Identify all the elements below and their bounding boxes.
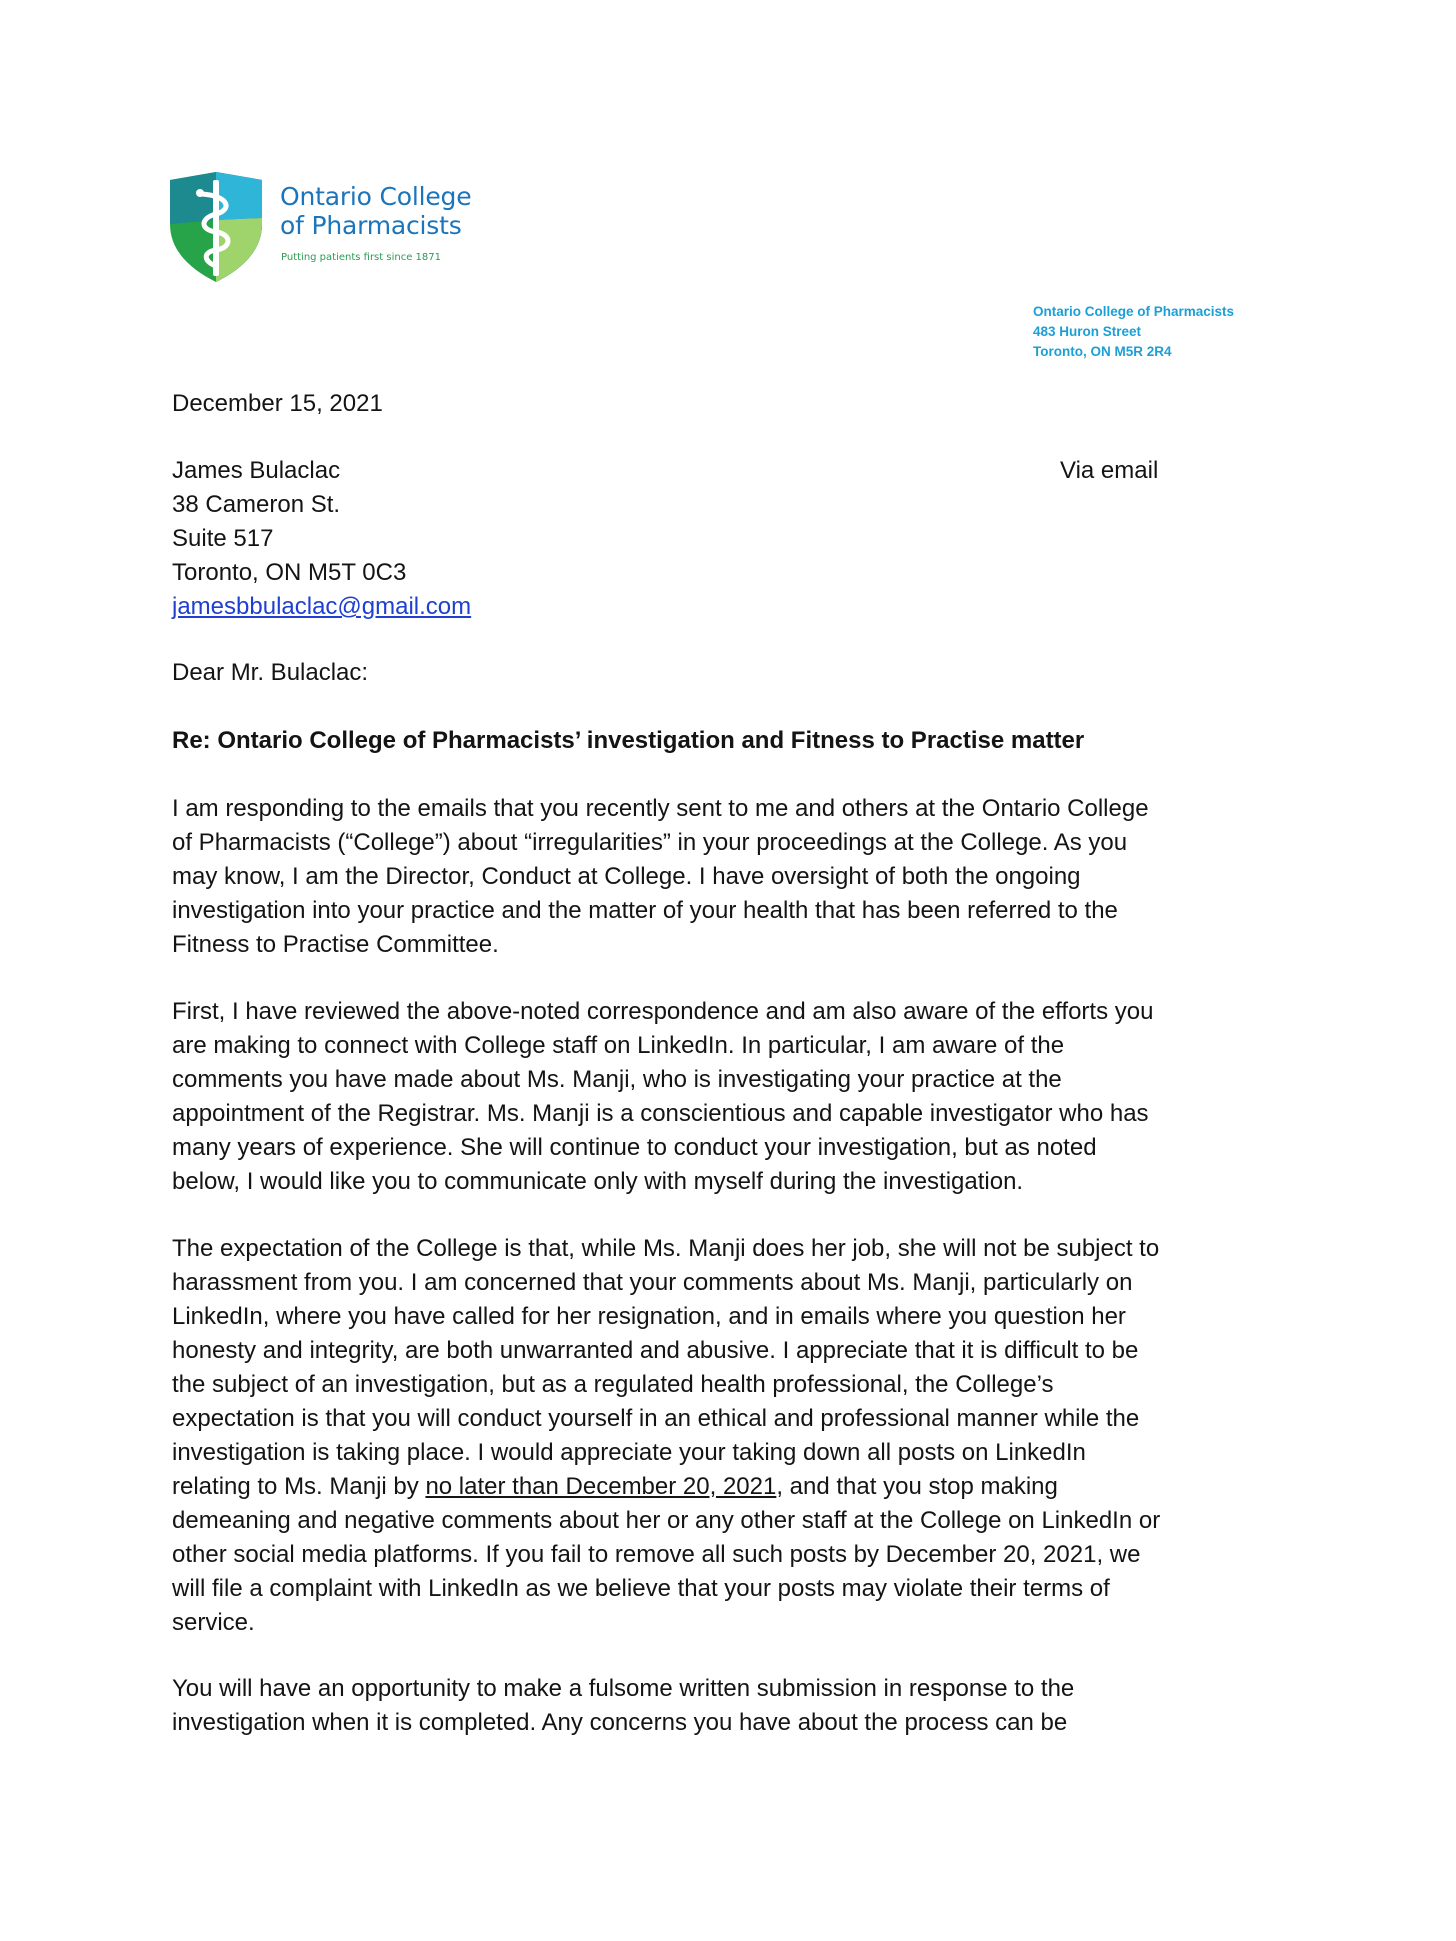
delivery-method: Via email [1060, 457, 1159, 484]
body-line: harassment from you. I am concerned that your comments about Ms. Manji, particularly on [172, 1269, 1133, 1296]
body-paragraph-1 [172, 792, 1149, 962]
recipient-name: James Bulaclac [172, 457, 341, 484]
body-paragraph-2 [172, 995, 1153, 1199]
body-line: comments you have made about Ms. Manji, who is investigating your practice at the [172, 1066, 1062, 1093]
body-line: Fitness to Practise Committee. [172, 931, 499, 958]
recipient-street: 38 Cameron St. [172, 491, 341, 518]
body-line: other social media platforms. If you fail to remove all such posts by December 20, 2021, we [172, 1541, 1141, 1568]
body-line: service. [172, 1609, 255, 1636]
body-line: expectation is that you will conduct yourself in an ethical and professional manner while the [172, 1405, 1140, 1432]
body-paragraph-4 [172, 1672, 1074, 1740]
logo-tagline: Putting patients first since 1871 [281, 252, 441, 263]
body-line: of Pharmacists (“College”) about “irregularities” in your proceedings at the College. As you [172, 829, 1128, 856]
body-line: many years of experience. She will continue to conduct your investigation, but as noted [172, 1134, 1097, 1161]
return-address-line: Ontario College of Pharmacists [1033, 304, 1235, 319]
logo-line1: Ontario College [280, 182, 472, 211]
body-line: investigation is taking place. I would appreciate your taking down all posts on LinkedIn [172, 1439, 1086, 1466]
letter-date: December 15, 2021 [172, 390, 383, 417]
recipient-city: Toronto, ON M5T 0C3 [172, 559, 407, 586]
logo-line2: of Pharmacists [280, 211, 462, 240]
body-line: are making to connect with College staff on LinkedIn. In particular, I am aware of the [172, 1032, 1065, 1059]
recipient-address [172, 454, 471, 624]
recipient-email-link[interactable]: jamesbbulaclac@gmail.com [172, 593, 472, 620]
deadline-underlined: no later than December 20, 2021 [425, 1473, 777, 1500]
body-line: You will have an opportunity to make a fulsome written submission in response to the [172, 1675, 1075, 1702]
return-address-line: 483 Huron Street [1033, 324, 1142, 339]
body-line: the subject of an investigation, but as a regulated health professional, the College’s [172, 1371, 1054, 1398]
body-line: LinkedIn, where you have called for her resignation, and in emails where you question her [172, 1303, 1126, 1330]
college-logo [170, 172, 490, 284]
body-line: appointment of the Registrar. Ms. Manji is a conscientious and capable investigator who has [172, 1100, 1149, 1127]
body-line: will file a complaint with LinkedIn as we believe that your posts may violate their terms of [172, 1575, 1110, 1602]
return-address-line: Toronto, ON M5R 2R4 [1033, 344, 1172, 359]
body-line: honesty and integrity, are both unwarranted and abusive. I appreciate that it is difficult to be [172, 1337, 1139, 1364]
shield-caduceus-icon [170, 172, 262, 282]
deadline-before: relating to Ms. Manji by [172, 1473, 426, 1500]
body-line: The expectation of the College is that, while Ms. Manji does her job, she will not be subject to [172, 1235, 1160, 1262]
logo-wordmark [280, 182, 471, 240]
return-address [1033, 302, 1234, 362]
body-line: demeaning and negative comments about her or any other staff at the College on LinkedIn or [172, 1507, 1161, 1534]
deadline-after: , and that you stop making [776, 1473, 1058, 1500]
body-paragraph-3 [172, 1232, 1160, 1640]
recipient-suite: Suite 517 [172, 525, 274, 552]
salutation: Dear Mr. Bulaclac: [172, 659, 369, 686]
subject-line: Re: Ontario College of Pharmacists’ investigation and Fitness to Practise matter [172, 727, 1085, 754]
body-line: investigation when it is completed. Any concerns you have about the process can be [172, 1709, 1068, 1736]
body-line: below, I would like you to communicate only with myself during the investigation. [172, 1168, 1024, 1195]
body-line: investigation into your practice and the matter of your health that has been referred to the [172, 897, 1118, 924]
body-line: may know, I am the Director, Conduct at College. I have oversight of both the ongoing [172, 863, 1081, 890]
body-line-deadline [172, 1470, 1160, 1504]
body-line: I am responding to the emails that you recently sent to me and others at the Ontario College [172, 795, 1149, 822]
body-line: First, I have reviewed the above-noted correspondence and am also aware of the efforts you [172, 998, 1154, 1025]
